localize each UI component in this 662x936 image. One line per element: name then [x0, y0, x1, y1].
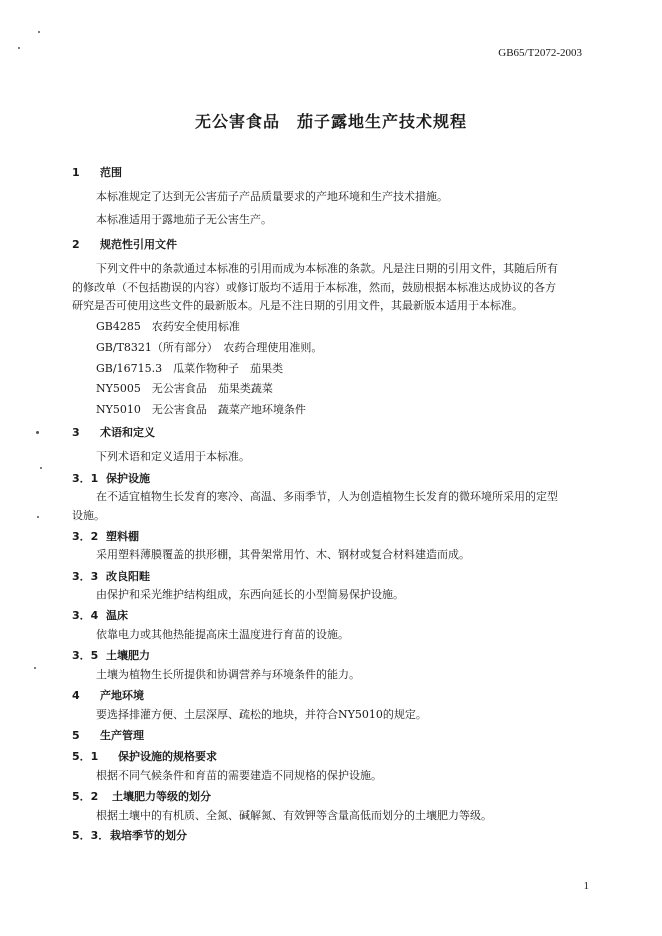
subsection-heading: [72, 530, 139, 544]
scan-speck: [18, 47, 20, 49]
scan-speck: [37, 516, 39, 518]
subsection-heading: [72, 649, 150, 663]
subsection-heading: [72, 750, 217, 764]
subsection-number: 5．2: [72, 790, 99, 803]
subsection-number: 3．1: [72, 472, 99, 485]
subsection-title: 土壤肥力等级的划分: [112, 790, 211, 803]
subsection-number: 5．1: [72, 750, 99, 763]
scan-speck: [36, 431, 39, 434]
page-number: 1: [583, 880, 589, 892]
section-title: 范围: [100, 166, 122, 179]
paragraph: 依靠电力或其他热能提高床土温度进行育苗的设施。: [96, 628, 349, 641]
section-number: 2: [72, 238, 80, 251]
subsection-number: 3．4: [72, 609, 99, 622]
paragraph: 根据不同气候条件和育苗的需要建造不同规格的保护设施。: [96, 769, 382, 782]
paragraph: 本标准适用于露地茄子无公害生产。: [96, 213, 272, 226]
subsection-title: 土壤肥力: [106, 649, 150, 662]
section-4-heading: [72, 689, 144, 703]
subsection-number: 3．2: [72, 530, 99, 543]
reference-item: GB4285 农药安全使用标准: [96, 320, 240, 333]
paragraph: 采用塑料薄膜覆盖的拱形棚，其骨架常用竹、木、钢材或复合材料建造而成。: [96, 548, 470, 561]
section-3-heading: [72, 426, 155, 440]
subsection-title: 改良阳畦: [106, 570, 150, 583]
subsection-heading: [72, 609, 128, 623]
paragraph: 土壤为植物生长所提供和协调营养与环境条件的能力。: [96, 668, 360, 681]
section-title: 规范性引用文件: [100, 238, 177, 251]
section-5-heading: [72, 729, 144, 743]
subsection-title: 保护设施: [106, 472, 150, 485]
subsection-heading: [72, 472, 150, 486]
subsection-number: 5．3．: [72, 829, 110, 842]
scan-speck: [34, 667, 36, 669]
reference-item: GB/T8321（所有部分） 农药合理使用准则。: [96, 341, 323, 354]
standard-code: GB65/T2072-2003: [498, 47, 582, 59]
paragraph: 要选择排灌方便、土层深厚、疏松的地块，并符合NY5010的规定。: [96, 708, 427, 721]
subsection-heading: [72, 790, 211, 804]
section-number: 1: [72, 166, 80, 179]
subsection-title: 塑料棚: [106, 530, 139, 543]
paragraph-line: 设施。: [72, 509, 105, 522]
paragraph: 下列术语和定义适用于本标准。: [96, 450, 250, 463]
scan-speck: [40, 467, 42, 469]
subsection-title: 保护设施的规格要求: [118, 750, 217, 763]
section-2-heading: [72, 238, 177, 252]
reference-item: NY5010 无公害食品 蔬菜产地环境条件: [96, 403, 306, 416]
subsection-number: 3．5: [72, 649, 99, 662]
reference-item: NY5005 无公害食品 茄果类蔬菜: [96, 382, 273, 395]
subsection-number: 3．3: [72, 570, 99, 583]
scan-speck: [38, 31, 40, 33]
section-number: 3: [72, 426, 80, 439]
document-title: 无公害食品 茄子露地生产技术规程: [194, 112, 467, 131]
subsection-heading: [72, 570, 150, 584]
section-title: 生产管理: [100, 729, 144, 742]
section-title: 产地环境: [100, 689, 144, 702]
reference-item: GB/16715.3 瓜菜作物种子 茄果类: [96, 362, 284, 375]
section-number: 5: [72, 729, 80, 742]
subsection-title: 栽培季节的划分: [110, 829, 187, 842]
paragraph-line: 在不适宜植物生长发育的寒冷、高温、多雨季节，人为创造植物生长发育的微环境所采用的定型: [96, 490, 558, 503]
paragraph-line: 下列文件中的条款通过本标准的引用而成为本标准的条款。凡是注日期的引用文件，其随后所有: [96, 262, 558, 275]
paragraph-line: 研究是否可使用这些文件的最新版本。凡是不注日期的引用文件，其最新版本适用于本标准。: [72, 299, 523, 312]
paragraph-line: 的修改单（不包括勘误的内容）或修订版均不适用于本标准，然而，鼓励根据本标准达成协议的各方: [72, 281, 556, 294]
section-title: 术语和定义: [100, 426, 155, 439]
subsection-title: 温床: [106, 609, 128, 622]
section-number: 4: [72, 689, 80, 702]
subsection-heading: [72, 829, 187, 843]
paragraph: 本标准规定了达到无公害茄子产品质量要求的产地环境和生产技术措施。: [96, 190, 448, 203]
paragraph: 由保护和采光维护结构组成，东西向延长的小型简易保护设施。: [96, 588, 404, 601]
paragraph: 根据土壤中的有机质、全氮、碱解氮、有效钾等含量高低而划分的土壤肥力等级。: [96, 809, 492, 822]
section-1-heading: [72, 166, 122, 180]
